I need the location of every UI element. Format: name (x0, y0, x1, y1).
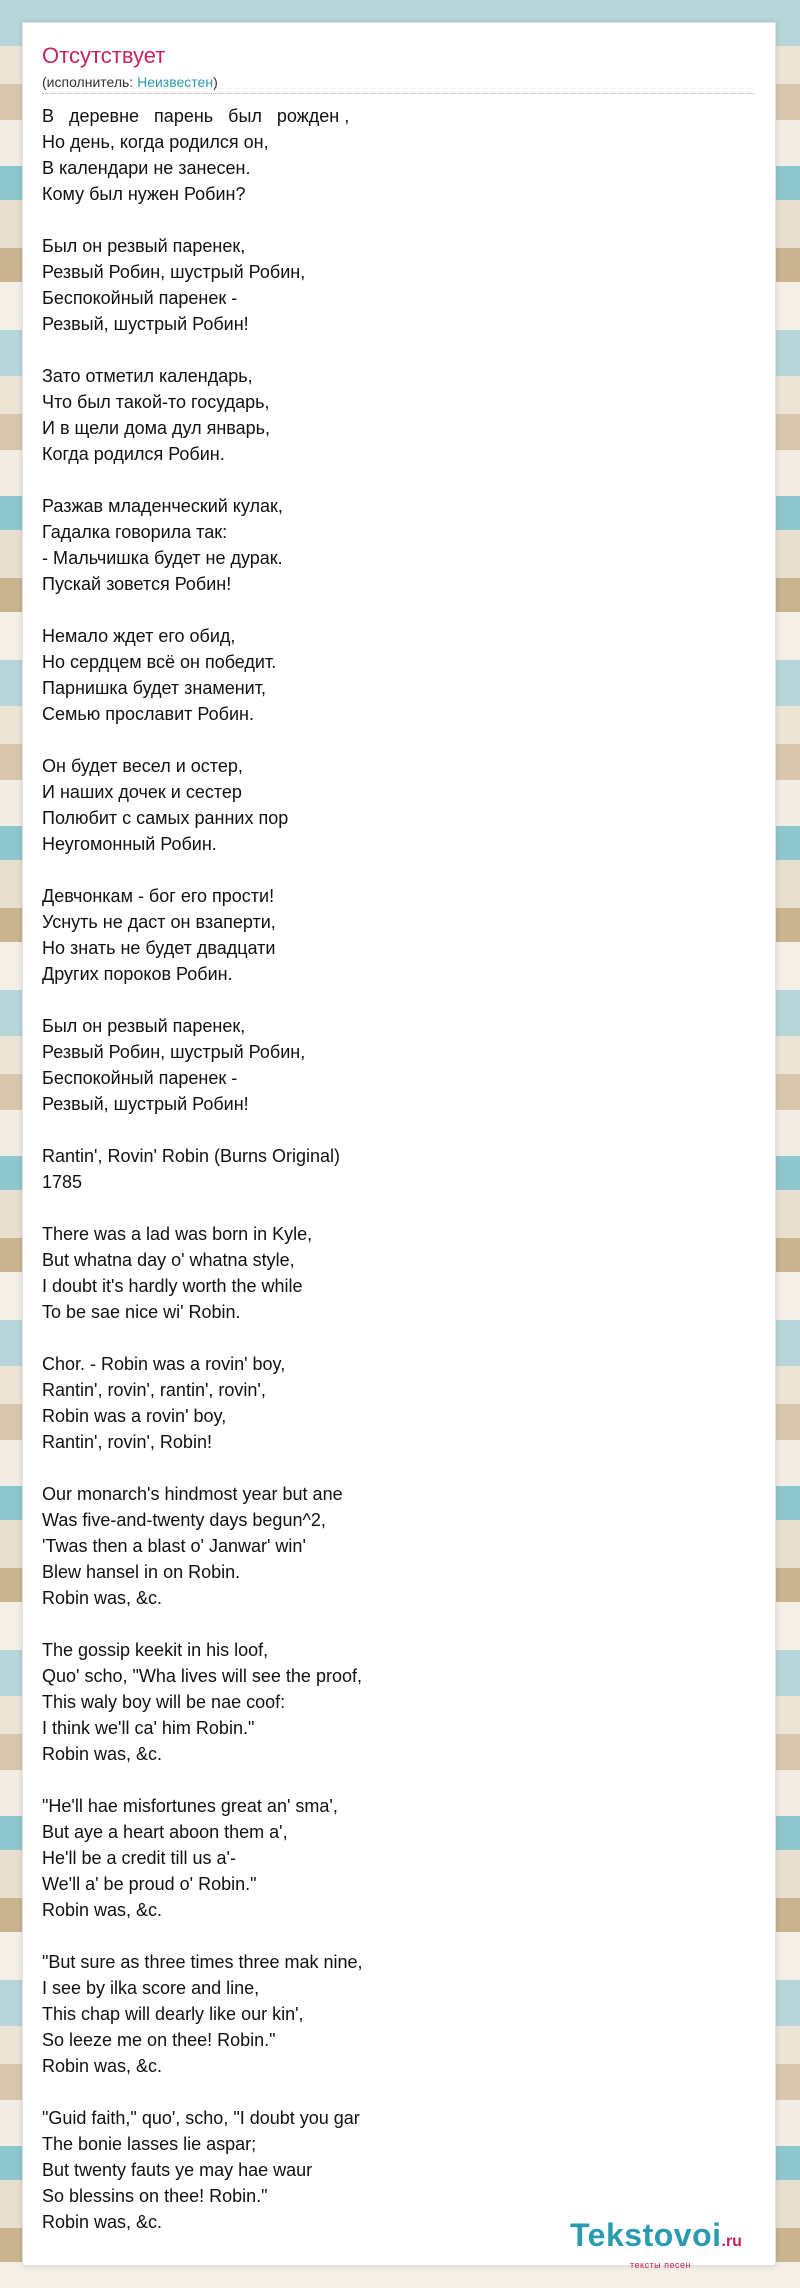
logo-name: Tekstovoi (570, 2217, 722, 2253)
logo-domain: .ru (721, 2233, 742, 2250)
performer-line (42, 73, 218, 91)
logo-wordmark (570, 2218, 770, 2259)
lyrics-card (22, 22, 776, 2266)
performer-prefix: (исполнитель: (42, 74, 138, 90)
lyrics-text: В деревне парень был рожден , Но день, когда родился он, В календари не занесен. Кому был нужен Робин? Был он резвый паренек, Резвый Робин, шустрый Робин, Беспокойный паренек - Резвый, шустрый Робин! Зато отметил календарь, Что был такой-то государь, И в щели дома дул январь, Когда родился Робин. Разжав младенческий кулак, Гадалка говорила так: - Мальчишка будет не дурак. Пускай зовется Робин! Немало ждет его обид, Но сердцем всё он победит. Парнишка будет знаменит, Семью прославит Робин. Он будет весел и остер, И наших дочек и сестер Полюбит с самых ранних пор Неугомонный Робин. Девчонкам - бог его прости! Уснуть не даст он взаперти, Но знать не будет двадцати Других пороков Робин. Был он резвый паренек, Резвый Робин, шустрый Робин, Беспокойный паренек - Резвый, шустрый Робин! Rantin', Rovin' Robin (Burns Original) 1785 There was a lad was born in Kyle, But whatna day o' whatna style, I doubt it's hardly worth the while To be sae nice wi' Robin. Chor. - Robin was a rovin' boy, Rantin', rovin', rantin', rovin', Robin was a rovin' boy, Rantin', rovin', Robin! Our monarch's hindmost year but ane Was five-and-twenty days begun^2, 'Twas then a blast o' Janwar' win' Blew hansel in on Robin. Robin was, &c. The gossip keekit in his loof, Quo' scho, "Wha lives will see the proof, This waly boy will be nae coof: I think we'll ca' him Robin." Robin was, &c. "He'll hae misfortunes great an' sma', But aye a heart aboon them a', He'll be a credit till us a'- We'll a' be proud o' Robin." Robin was, &c. "But sure as three times three mak nine, I see by ilka score and line, This chap will dearly like our kin', So leeze me on thee! Robin." Robin was, &c. "Guid faith," quo', scho, "I doubt you gar The bonie lasses lie aspar; But twenty fauts ye may hae waur So blessins on thee! Robin." Robin was, &c. (42, 106, 363, 2232)
performer-suffix: ) (213, 74, 218, 90)
song-title: Отсутствует (42, 43, 166, 68)
site-logo[interactable] (570, 2218, 770, 2278)
logo-tagline: тексты песен (630, 2260, 692, 2270)
title-divider (42, 93, 754, 94)
artist-link[interactable]: Неизвестен (137, 74, 214, 90)
